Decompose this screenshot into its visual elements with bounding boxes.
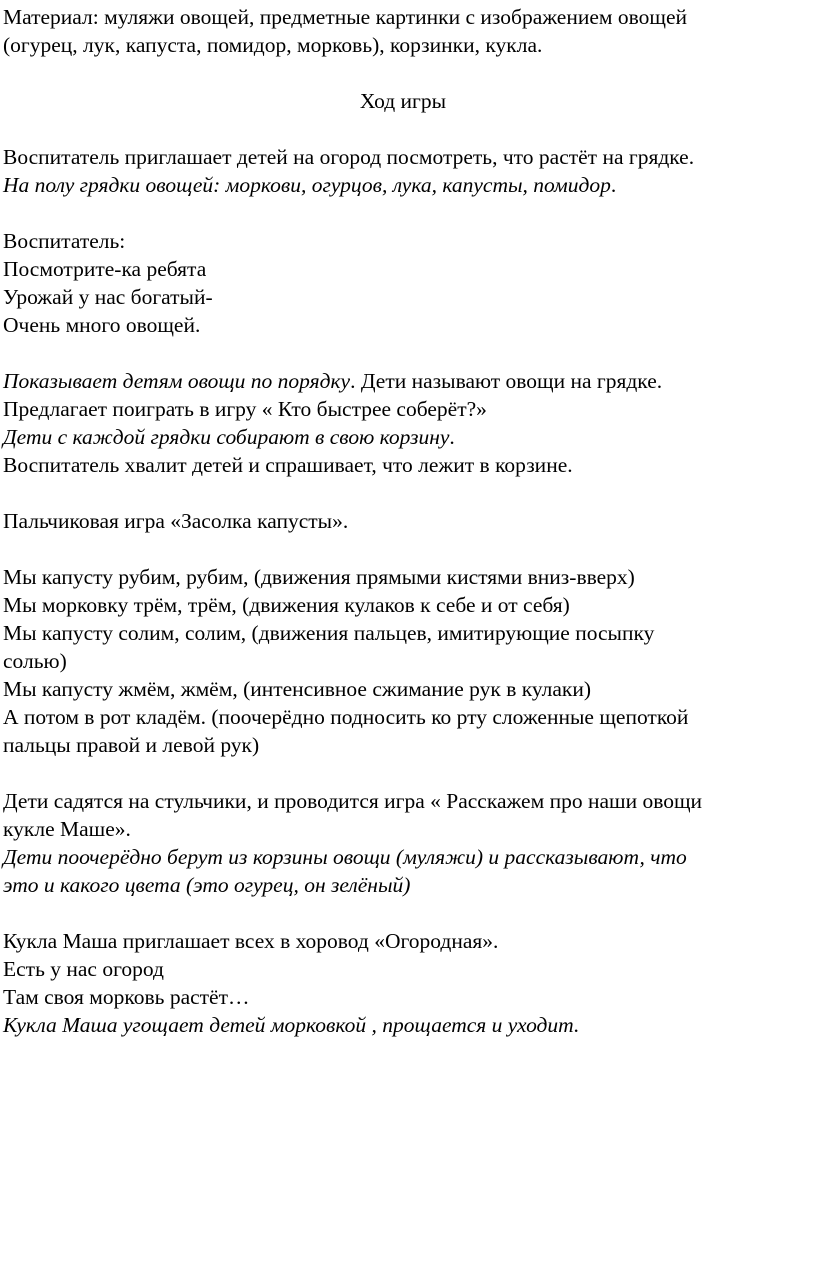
- text-line: [3, 647, 813, 675]
- text-segment: пальцы правой и левой рук): [3, 733, 260, 757]
- italic-text-segment: Показывает детям овощи по порядку: [3, 369, 351, 393]
- text-line: [3, 3, 813, 31]
- text-segment: Материал: муляжи овощей, предметные картинки с изображением овощей: [3, 5, 687, 29]
- text-segment: Дети садятся на стульчики, и проводится игра « Расскажем про наши овощи: [3, 789, 703, 813]
- text-segment: солью): [3, 649, 67, 673]
- text-segment: Мы капусту жмём, жмём, (интенсивное сжимание рук в кулаки): [3, 677, 592, 701]
- text-line: [3, 591, 813, 619]
- text-line: [3, 1011, 813, 1039]
- text-line: [3, 927, 813, 955]
- text-line: [3, 171, 813, 199]
- text-line: [3, 703, 813, 731]
- text-segment: Урожай у нас богатый-: [3, 285, 213, 309]
- blank-line: [3, 535, 813, 563]
- text-line: [3, 871, 813, 899]
- text-line: [3, 983, 813, 1011]
- section-heading: [3, 87, 813, 115]
- text-segment: Предлагает поиграть в игру « Кто быстрее соберёт?»: [3, 397, 487, 421]
- text-segment: .: [449, 425, 455, 449]
- text-segment: Очень много овощей.: [3, 313, 201, 337]
- text-segment: Есть у нас огород: [3, 957, 164, 981]
- blank-line: [3, 899, 813, 927]
- blank-line: [3, 479, 813, 507]
- blank-line: [3, 339, 813, 367]
- text-line: [3, 395, 813, 423]
- text-segment: Посмотрите-ка ребята: [3, 257, 207, 281]
- text-segment: Воспитатель хвалит детей и спрашивает, что лежит в корзине.: [3, 453, 573, 477]
- document-page: [3, 3, 813, 1039]
- text-segment: Воспитатель:: [3, 229, 126, 253]
- text-line: [3, 675, 813, 703]
- italic-text-segment: На полу грядки овощей: моркови, огурцов, лука, капусты, помидор: [3, 173, 611, 197]
- italic-text-segment: Дети с каждой грядки собирают в свою корзину: [3, 425, 450, 449]
- text-line: [3, 423, 813, 451]
- text-line: [3, 227, 813, 255]
- blank-line: [3, 759, 813, 787]
- text-segment: Воспитатель приглашает детей на огород посмотреть, что растёт на грядке.: [3, 145, 695, 169]
- text-line: [3, 955, 813, 983]
- text-line: [3, 815, 813, 843]
- text-segment: Там своя морковь растёт…: [3, 985, 250, 1009]
- italic-text-segment: это и какого цвета (это огурец, он зелёный): [3, 873, 411, 897]
- text-segment: Кукла Маша приглашает всех в хоровод «Огородная».: [3, 929, 499, 953]
- text-line: [3, 367, 813, 395]
- text-line: [3, 787, 813, 815]
- italic-text-segment: Дети поочерёдно берут из корзины овощи (муляжи) и рассказывают, что: [3, 845, 687, 869]
- text-segment: Пальчиковая игра «Засолка капусты».: [3, 509, 349, 533]
- text-segment: Мы капусту рубим, рубим, (движения прямыми кистями вниз-вверх): [3, 565, 635, 589]
- text-segment: Мы морковку трём, трём, (движения кулаков к себе и от себя): [3, 593, 570, 617]
- text-line: [3, 31, 813, 59]
- text-line: [3, 143, 813, 171]
- text-segment: (огурец, лук, капуста, помидор, морковь), корзинки, кукла.: [3, 33, 543, 57]
- text-line: [3, 843, 813, 871]
- text-line: [3, 507, 813, 535]
- text-line: [3, 283, 813, 311]
- text-segment: Ход игры: [359, 89, 447, 113]
- blank-line: [3, 199, 813, 227]
- text-line: [3, 619, 813, 647]
- blank-line: [3, 115, 813, 143]
- italic-text-segment: Кукла Маша угощает детей морковкой , прощается и уходит.: [3, 1013, 580, 1037]
- text-line: [3, 731, 813, 759]
- text-line: [3, 255, 813, 283]
- blank-line: [3, 59, 813, 87]
- text-segment: . Дети называют овощи на грядке.: [350, 369, 663, 393]
- text-line: [3, 451, 813, 479]
- text-segment: кукле Маше».: [3, 817, 131, 841]
- text-line: [3, 311, 813, 339]
- text-line: [3, 563, 813, 591]
- text-segment: Мы капусту солим, солим, (движения пальцев, имитирующие посыпку: [3, 621, 655, 645]
- text-segment: А потом в рот кладём. (поочерёдно подносить ко рту сложенные щепоткой: [3, 705, 689, 729]
- text-segment: .: [610, 173, 617, 197]
